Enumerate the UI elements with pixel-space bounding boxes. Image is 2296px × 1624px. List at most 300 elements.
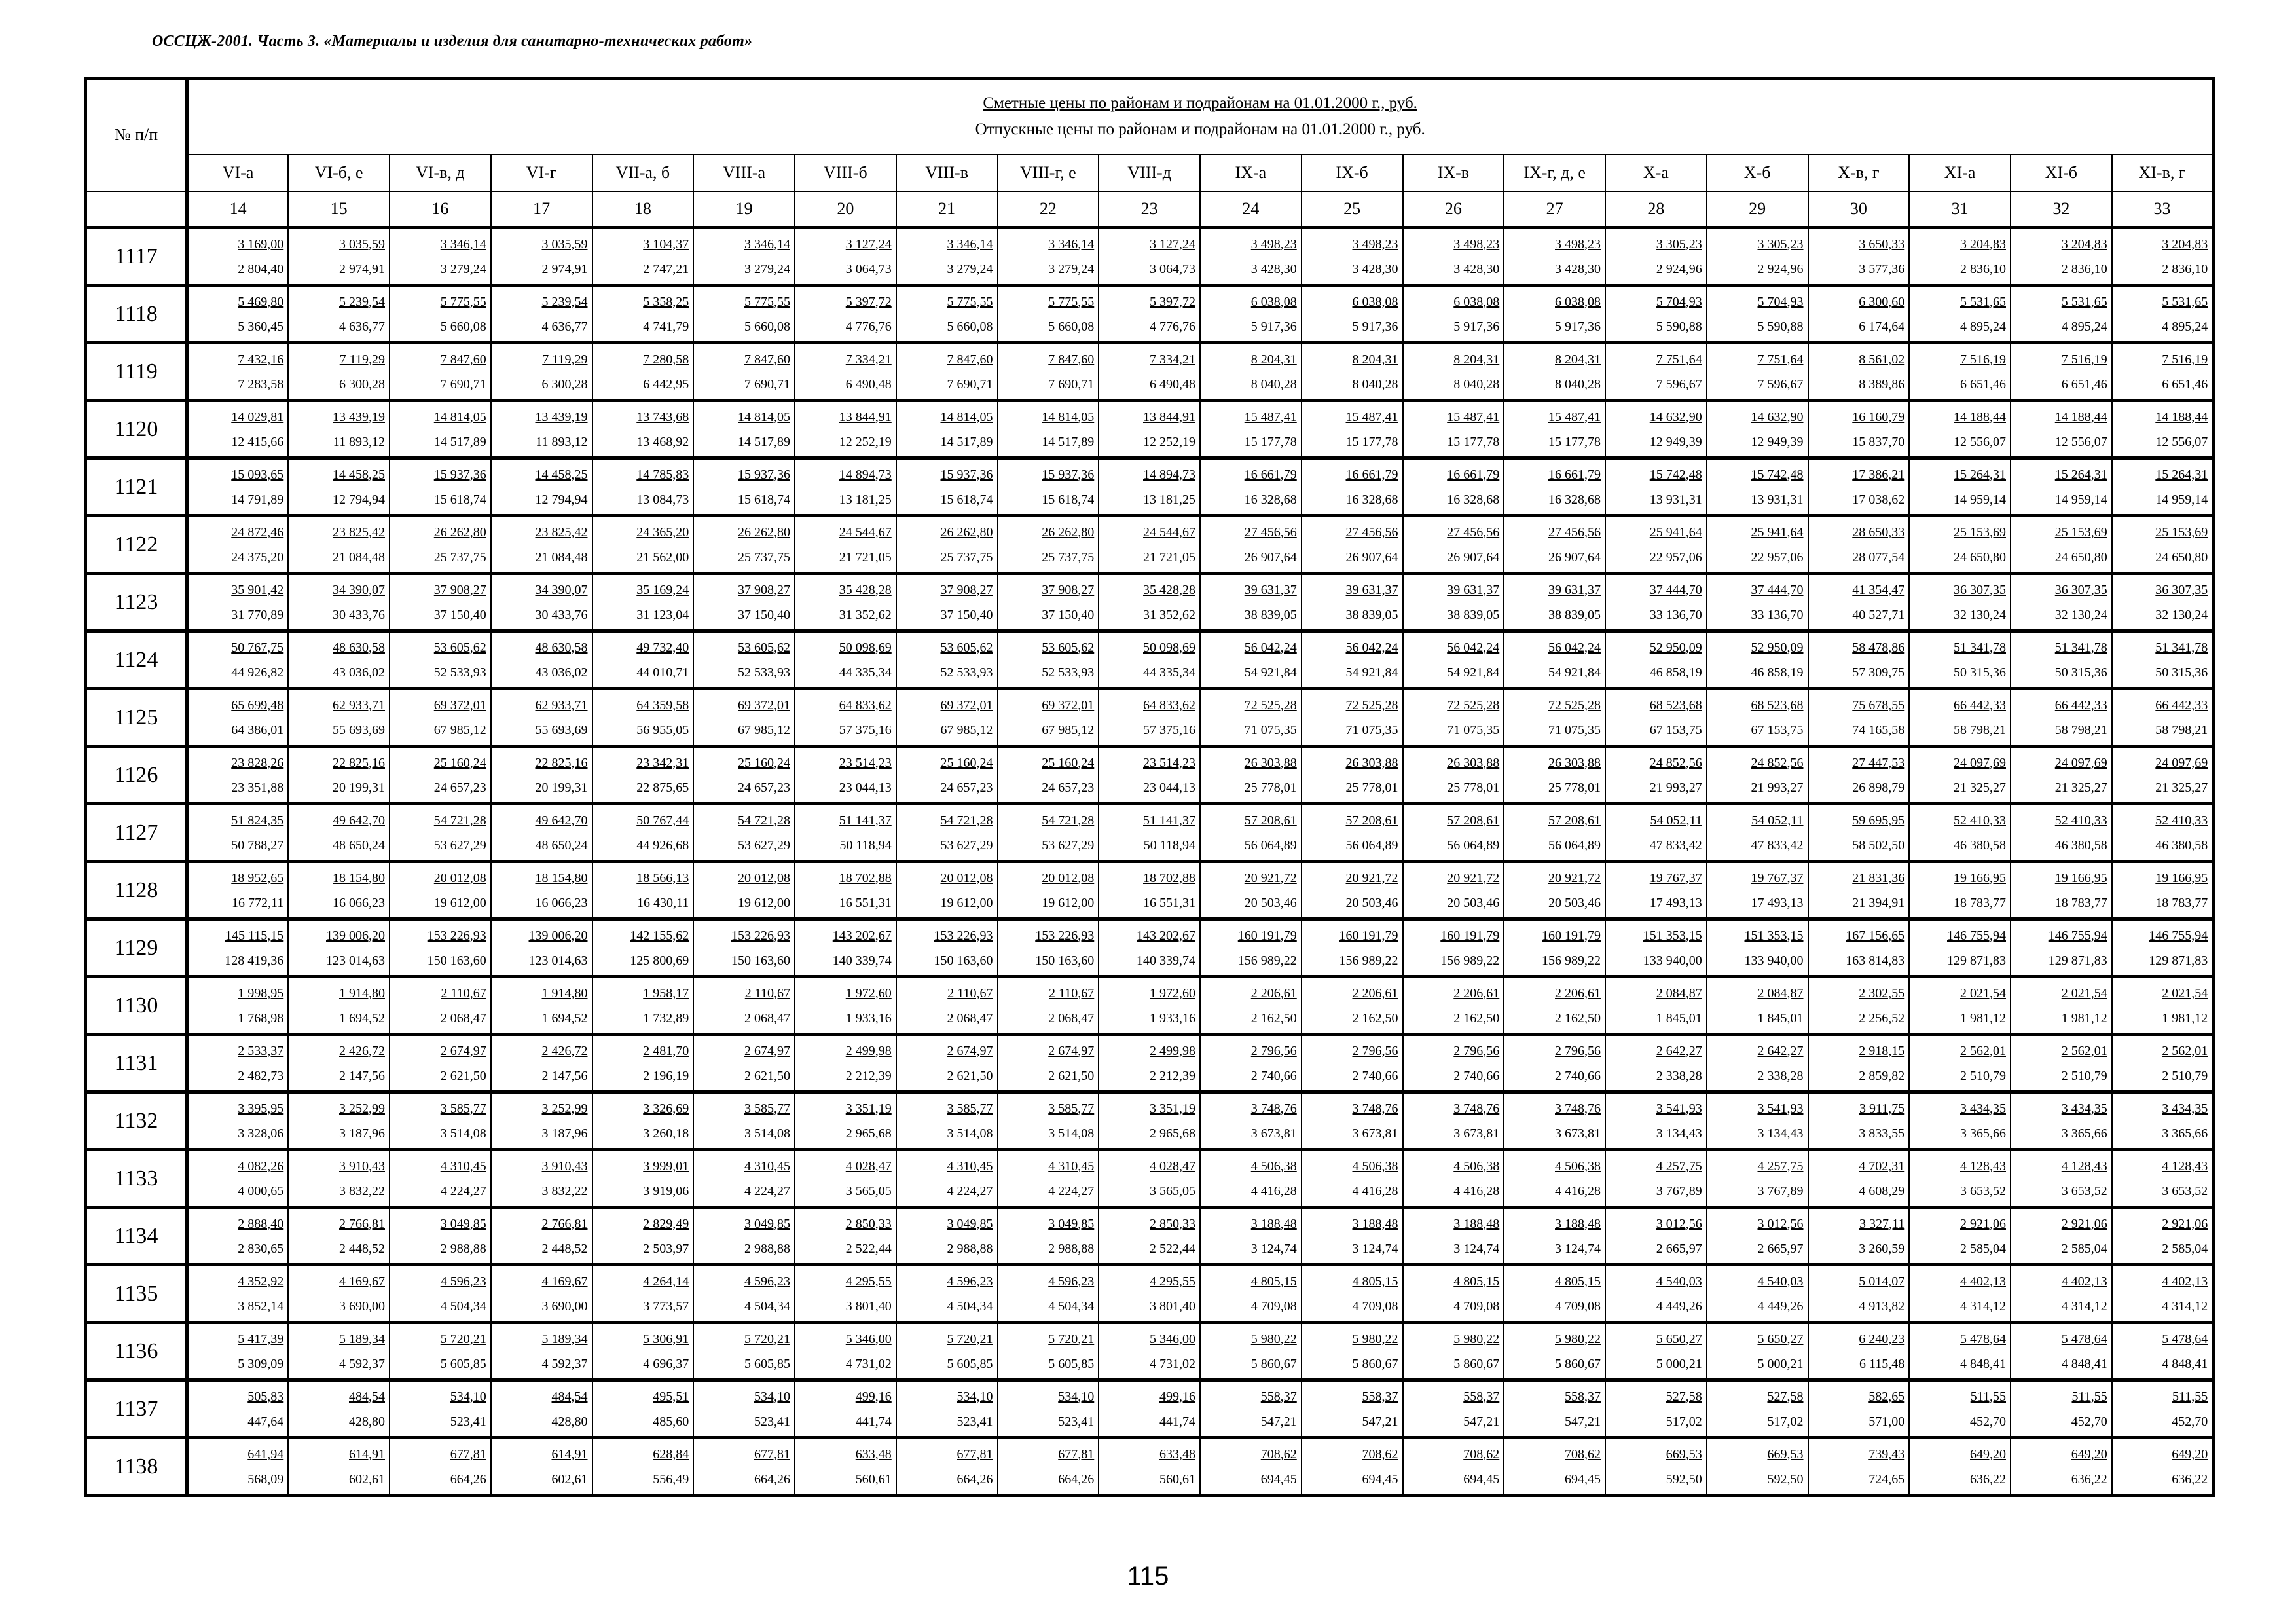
estimated-price: 7 516,19: [1960, 352, 2006, 367]
estimated-price: 49 642,70: [535, 813, 588, 828]
price-cell: [1808, 689, 1910, 747]
estimated-price: 22 825,16: [333, 755, 385, 770]
release-price: 3 653,52: [2162, 1183, 2208, 1198]
price-cell: [1808, 1035, 1910, 1092]
price-cell: [1808, 804, 1910, 862]
price-cell: [2112, 689, 2214, 747]
release-price: 21 394,91: [1852, 895, 1905, 910]
release-price: 4 709,08: [1352, 1299, 1398, 1314]
release-price: 18 783,77: [1954, 895, 2006, 910]
estimated-price: 499,16: [1159, 1389, 1195, 1404]
price-cell: [1504, 286, 1605, 343]
estimated-price: 58 478,86: [1852, 640, 1905, 655]
estimated-price: 62 933,71: [535, 697, 588, 712]
price-cell: [491, 1438, 592, 1496]
release-price: 20 503,46: [1345, 895, 1398, 910]
release-price: 21 993,27: [1649, 780, 1702, 795]
price-cell: [592, 343, 694, 401]
price-cell: [1099, 458, 1200, 516]
release-price: 14 959,14: [2155, 492, 2208, 507]
estimated-price: 6 038,08: [1250, 294, 1297, 309]
release-price: 19 612,00: [433, 895, 486, 910]
price-cell: [1504, 228, 1605, 286]
estimated-price: 36 307,35: [1954, 582, 2006, 597]
price-cell: [288, 1208, 390, 1265]
estimated-price: 4 310,45: [947, 1158, 993, 1173]
price-cell: [1707, 458, 1808, 516]
price-cell: [1302, 804, 1403, 862]
price-cell: [2011, 574, 2112, 631]
estimated-price: 16 661,79: [1447, 467, 1500, 482]
release-price: 1 694,52: [541, 1010, 588, 1025]
release-price: 38 839,05: [1548, 607, 1601, 622]
release-price: 2 836,10: [2061, 261, 2107, 276]
price-cell: [896, 1208, 998, 1265]
estimated-price: 2 481,70: [643, 1043, 689, 1058]
estimated-price: 18 702,88: [1143, 870, 1195, 885]
release-price: 25 737,75: [940, 549, 993, 564]
release-price: 25 737,75: [738, 549, 790, 564]
price-cell: [1504, 977, 1605, 1035]
price-cell: [390, 747, 491, 804]
price-cell: [1302, 631, 1403, 689]
release-price: 26 898,79: [1852, 780, 1905, 795]
row-number: 1129: [86, 919, 187, 977]
price-cell: [2011, 458, 2112, 516]
price-cell: [998, 343, 1099, 401]
price-cell: [693, 1208, 795, 1265]
price-cell: [2011, 1150, 2112, 1208]
estimated-price: 2 674,97: [947, 1043, 993, 1058]
estimated-price: 26 303,88: [1244, 755, 1297, 770]
release-price: 3 428,30: [1555, 261, 1601, 276]
release-price: 4 592,37: [541, 1356, 588, 1371]
estimated-price: 160 191,79: [1440, 928, 1500, 943]
estimated-price: 56 042,24: [1244, 640, 1297, 655]
release-price: 4 416,28: [1250, 1183, 1297, 1198]
price-cell: [1200, 1265, 1302, 1323]
release-price: 38 839,05: [1345, 607, 1398, 622]
estimated-price: 3 012,56: [1757, 1216, 1804, 1231]
estimated-price: 5 478,64: [1960, 1331, 2006, 1346]
release-price: 15 177,78: [1548, 434, 1601, 449]
estimated-price: 2 426,72: [541, 1043, 588, 1058]
estimated-price: 3 035,59: [541, 236, 588, 251]
release-price: 12 949,39: [1751, 434, 1804, 449]
column-number: 27: [1504, 191, 1605, 228]
price-cell: [795, 1265, 896, 1323]
release-price: 11 893,12: [536, 434, 588, 449]
price-cell: [1403, 1208, 1504, 1265]
price-cell: [1200, 1380, 1302, 1438]
price-cell: [2112, 1323, 2214, 1380]
price-cell: [288, 1150, 390, 1208]
price-cell: [1909, 401, 2011, 458]
price-cell: [2011, 516, 2112, 574]
release-price: 15 618,74: [738, 492, 790, 507]
price-cell: [693, 747, 795, 804]
price-cell: [795, 343, 896, 401]
estimated-price: 56 042,24: [1345, 640, 1398, 655]
price-cell: [795, 977, 896, 1035]
release-price: 53 627,29: [433, 838, 486, 853]
release-price: 556,49: [653, 1471, 689, 1486]
price-cell: [288, 977, 390, 1035]
estimated-price: 20 012,08: [433, 870, 486, 885]
price-cell: [1605, 1380, 1707, 1438]
price-cell: [288, 631, 390, 689]
release-price: 16 066,23: [535, 895, 588, 910]
release-price: 24 657,23: [433, 780, 486, 795]
price-cell: [390, 458, 491, 516]
estimated-price: 4 805,15: [1555, 1274, 1601, 1289]
price-cell: [1909, 977, 2011, 1035]
estimated-price: 160 191,79: [1542, 928, 1601, 943]
release-price: 13 931,31: [1649, 492, 1702, 507]
release-price: 31 123,04: [636, 607, 689, 622]
estimated-price: 51 141,37: [1143, 813, 1195, 828]
price-cell: [491, 286, 592, 343]
price-cell: [2011, 1323, 2112, 1380]
release-price: 15 618,74: [433, 492, 486, 507]
release-price: 67 985,12: [433, 722, 486, 737]
release-price: 447,64: [247, 1414, 284, 1429]
price-cell: [390, 343, 491, 401]
estimated-price: 53 605,62: [940, 640, 993, 655]
estimated-price: 62 933,71: [333, 697, 385, 712]
release-price: 3 514,08: [1048, 1126, 1095, 1141]
price-cell: [1403, 747, 1504, 804]
release-price: 25 778,01: [1345, 780, 1398, 795]
estimated-price: 2 206,61: [1250, 986, 1297, 1001]
release-price: 636,22: [2172, 1471, 2208, 1486]
estimated-price: 5 346,00: [845, 1331, 892, 1346]
release-price: 694,45: [1260, 1471, 1297, 1486]
release-price: 2 585,04: [1960, 1241, 2006, 1256]
estimated-price: 3 911,75: [1859, 1101, 1905, 1116]
release-price: 4 848,41: [1960, 1356, 2006, 1371]
price-cell: [693, 401, 795, 458]
release-price: 2 147,56: [339, 1068, 385, 1083]
price-cell: [2112, 228, 2214, 286]
price-cell: [2011, 689, 2112, 747]
price-cell: [2011, 1380, 2112, 1438]
estimated-price: 3 585,77: [947, 1101, 993, 1116]
release-price: 428,80: [551, 1414, 588, 1429]
table-row: [86, 1438, 2214, 1496]
estimated-price: 66 442,33: [2054, 697, 2107, 712]
price-cell: [795, 458, 896, 516]
estimated-price: 5 704,93: [1757, 294, 1804, 309]
release-price: 21 721,05: [1143, 549, 1195, 564]
price-cell: [491, 689, 592, 747]
price-cell: [390, 1323, 491, 1380]
price-cell: [491, 1323, 592, 1380]
estimated-price: 5 014,07: [1859, 1274, 1905, 1289]
price-cell: [390, 1150, 491, 1208]
release-price: 67 985,12: [1042, 722, 1095, 737]
price-cell: [998, 1380, 1099, 1438]
release-price: 4 314,12: [2061, 1299, 2107, 1314]
estimated-price: 4 028,47: [1150, 1158, 1195, 1173]
release-price: 3 690,00: [339, 1299, 385, 1314]
estimated-price: 7 847,60: [947, 352, 993, 367]
estimated-price: 3 999,01: [643, 1158, 689, 1173]
estimated-price: 39 631,37: [1345, 582, 1398, 597]
release-price: 4 895,24: [2061, 319, 2107, 334]
estimated-price: 23 342,31: [636, 755, 689, 770]
release-price: 3 134,43: [1656, 1126, 1702, 1141]
price-cell: [2112, 458, 2214, 516]
price-cell: [1099, 516, 1200, 574]
release-price: 7 283,58: [238, 377, 284, 392]
price-cell: [1099, 862, 1200, 919]
price-cell: [998, 631, 1099, 689]
release-price: 40 527,71: [1852, 607, 1905, 622]
price-cell: [491, 919, 592, 977]
price-cell: [491, 574, 592, 631]
price-cell: [1099, 1035, 1200, 1092]
estimated-price: 628,84: [653, 1447, 689, 1462]
estimated-price: 5 346,00: [1150, 1331, 1195, 1346]
price-cell: [288, 689, 390, 747]
release-price: 123 014,63: [326, 953, 385, 968]
release-price: 50 315,36: [1954, 665, 2006, 680]
price-cell: [187, 286, 289, 343]
release-price: 5 917,36: [1453, 319, 1500, 334]
price-cell: [1099, 631, 1200, 689]
row-number: 1132: [86, 1092, 187, 1150]
estimated-price: 26 262,80: [940, 525, 993, 540]
estimated-price: 6 300,60: [1859, 294, 1905, 309]
estimated-price: 7 751,64: [1656, 352, 1702, 367]
price-cell: [1909, 1150, 2011, 1208]
release-price: 58 798,21: [2155, 722, 2208, 737]
release-price: 56 064,89: [1447, 838, 1500, 853]
release-price: 4 314,12: [2162, 1299, 2208, 1314]
release-price: 20 503,46: [1447, 895, 1500, 910]
price-cell: [1403, 228, 1504, 286]
release-price: 5 590,88: [1656, 319, 1702, 334]
price-cell: [795, 574, 896, 631]
price-cell: [592, 747, 694, 804]
estimated-price: 2 562,01: [2162, 1043, 2208, 1058]
release-price: 123 014,63: [528, 953, 588, 968]
estimated-price: 18 702,88: [839, 870, 892, 885]
release-price: 4 224,27: [440, 1183, 486, 1198]
estimated-price: 558,37: [1362, 1389, 1398, 1404]
price-cell: [1808, 574, 1910, 631]
estimated-price: 160 191,79: [1237, 928, 1297, 943]
release-price: 7 596,67: [1656, 377, 1702, 392]
price-cell: [795, 689, 896, 747]
release-price: 3 673,81: [1352, 1126, 1398, 1141]
release-price: 6 651,46: [1960, 377, 2006, 392]
price-cell: [1605, 401, 1707, 458]
release-price: 2 836,10: [1960, 261, 2006, 276]
price-cell: [1504, 458, 1605, 516]
price-cell: [1605, 689, 1707, 747]
price-cell: [1909, 631, 2011, 689]
price-cell: [390, 1208, 491, 1265]
estimated-price: 51 341,78: [1954, 640, 2006, 655]
row-number: 1127: [86, 804, 187, 862]
release-price: 1 933,16: [1150, 1010, 1195, 1025]
price-cell: [1909, 458, 2011, 516]
estimated-price: 3 346,14: [744, 236, 790, 251]
estimated-price: 4 596,23: [947, 1274, 993, 1289]
estimated-price: 13 844,91: [1143, 409, 1195, 424]
price-cell: [1200, 286, 1302, 343]
estimated-price: 153 226,93: [1035, 928, 1095, 943]
price-cell: [795, 1208, 896, 1265]
estimated-price: 739,43: [1868, 1447, 1905, 1462]
estimated-price: 20 921,72: [1548, 870, 1601, 885]
price-cell: [1605, 343, 1707, 401]
table-row: [86, 458, 2214, 516]
estimated-price: 35 169,24: [636, 582, 689, 597]
release-price: 156 989,22: [1542, 953, 1601, 968]
estimated-price: 26 262,80: [1042, 525, 1095, 540]
price-cell: [187, 1035, 289, 1092]
price-cell: [1909, 1208, 2011, 1265]
estimated-price: 15 937,36: [433, 467, 486, 482]
release-price: 3 064,73: [845, 261, 892, 276]
estimated-price: 2 642,27: [1757, 1043, 1804, 1058]
price-cell: [1200, 1092, 1302, 1150]
release-price: 58 798,21: [1954, 722, 2006, 737]
price-cell: [896, 516, 998, 574]
price-cell: [2112, 1438, 2214, 1496]
release-price: 54 921,84: [1548, 665, 1601, 680]
price-cell: [491, 1208, 592, 1265]
release-price: 2 510,79: [1960, 1068, 2006, 1083]
estimated-price: 50 098,69: [1143, 640, 1195, 655]
estimated-price: 23 514,23: [839, 755, 892, 770]
region-header: IX-а: [1200, 155, 1302, 191]
price-cell: [2112, 574, 2214, 631]
price-cell: [998, 1208, 1099, 1265]
column-number: 33: [2112, 191, 2214, 228]
estimated-price: 677,81: [957, 1447, 993, 1462]
price-cell: [998, 689, 1099, 747]
price-cell: [1099, 343, 1200, 401]
release-price: 4 848,41: [2162, 1356, 2208, 1371]
estimated-price: 3 541,93: [1757, 1101, 1804, 1116]
release-price: 8 040,28: [1555, 377, 1601, 392]
price-cell: [288, 516, 390, 574]
price-cell: [896, 1092, 998, 1150]
release-price: 2 621,50: [947, 1068, 993, 1083]
column-number: 28: [1605, 191, 1707, 228]
region-header: XI-в, г: [2112, 155, 2214, 191]
estimated-price: 3 434,35: [1960, 1101, 2006, 1116]
estimated-price: 2 499,98: [845, 1043, 892, 1058]
release-price: 2 196,19: [643, 1068, 689, 1083]
estimated-price: 18 566,13: [636, 870, 689, 885]
price-cell: [491, 458, 592, 516]
price-cell: [1707, 804, 1808, 862]
price-cell: [491, 747, 592, 804]
release-price: 46 380,58: [1954, 838, 2006, 853]
estimated-price: 4 169,67: [339, 1274, 385, 1289]
release-price: 44 010,71: [636, 665, 689, 680]
price-cell: [592, 1208, 694, 1265]
estimated-price: 6 240,23: [1859, 1331, 1905, 1346]
release-price: 26 907,64: [1244, 549, 1297, 564]
region-header: IX-б: [1302, 155, 1403, 191]
price-cell: [491, 1035, 592, 1092]
price-cell: [795, 1035, 896, 1092]
estimated-price: 2 642,27: [1656, 1043, 1702, 1058]
release-price: 57 309,75: [1852, 665, 1905, 680]
release-price: 4 449,26: [1757, 1299, 1804, 1314]
estimated-price: 20 921,72: [1244, 870, 1297, 885]
estimated-price: 18 952,65: [231, 870, 284, 885]
release-price: 3 514,08: [947, 1126, 993, 1141]
estimated-price: 5 650,27: [1757, 1331, 1804, 1346]
price-cell: [1403, 458, 1504, 516]
title-estimated-prices: Сметные цены по районам и подрайонам на 01.01.2000 г., руб.: [983, 94, 1417, 113]
price-cell: [1403, 919, 1504, 977]
estimated-price: 3 585,77: [744, 1101, 790, 1116]
price-cell: [288, 1323, 390, 1380]
release-price: 3 124,74: [1453, 1241, 1500, 1256]
release-price: 3 064,73: [1150, 261, 1195, 276]
price-cell: [390, 286, 491, 343]
release-price: 125 800,69: [630, 953, 689, 968]
price-cell: [2112, 804, 2214, 862]
price-cell: [693, 574, 795, 631]
release-price: 55 693,69: [535, 722, 588, 737]
release-price: 56 064,89: [1345, 838, 1398, 853]
release-price: 1 732,89: [643, 1010, 689, 1025]
price-cell: [1099, 1380, 1200, 1438]
estimated-price: 5 397,72: [845, 294, 892, 309]
release-price: 140 339,74: [1137, 953, 1195, 968]
release-price: 14 517,89: [433, 434, 486, 449]
estimated-price: 708,62: [1260, 1447, 1297, 1462]
release-price: 24 650,80: [2054, 549, 2107, 564]
price-cell: [1200, 747, 1302, 804]
price-cell: [1707, 919, 1808, 977]
estimated-price: 15 264,31: [1954, 467, 2006, 482]
estimated-price: 142 155,62: [630, 928, 689, 943]
price-cell: [1403, 286, 1504, 343]
price-cell: [2112, 401, 2214, 458]
estimated-price: 14 188,44: [2054, 409, 2107, 424]
estimated-price: 57 208,61: [1345, 813, 1398, 828]
price-cell: [1909, 804, 2011, 862]
price-cell: [187, 1150, 289, 1208]
release-price: 25 737,75: [433, 549, 486, 564]
price-cell: [693, 343, 795, 401]
release-price: 54 921,84: [1345, 665, 1398, 680]
price-cell: [1808, 1380, 1910, 1438]
price-cell: [288, 804, 390, 862]
price-cell: [1707, 1035, 1808, 1092]
estimated-price: 2 796,56: [1352, 1043, 1398, 1058]
release-price: 3 428,30: [1250, 261, 1297, 276]
estimated-price: 5 531,65: [2162, 294, 2208, 309]
price-cell: [896, 804, 998, 862]
region-header: XI-а: [1909, 155, 2011, 191]
estimated-price: 484,54: [551, 1389, 588, 1404]
price-cell: [491, 516, 592, 574]
price-cell: [896, 919, 998, 977]
release-price: 2 212,39: [845, 1068, 892, 1083]
estimated-price: 24 544,67: [1143, 525, 1195, 540]
